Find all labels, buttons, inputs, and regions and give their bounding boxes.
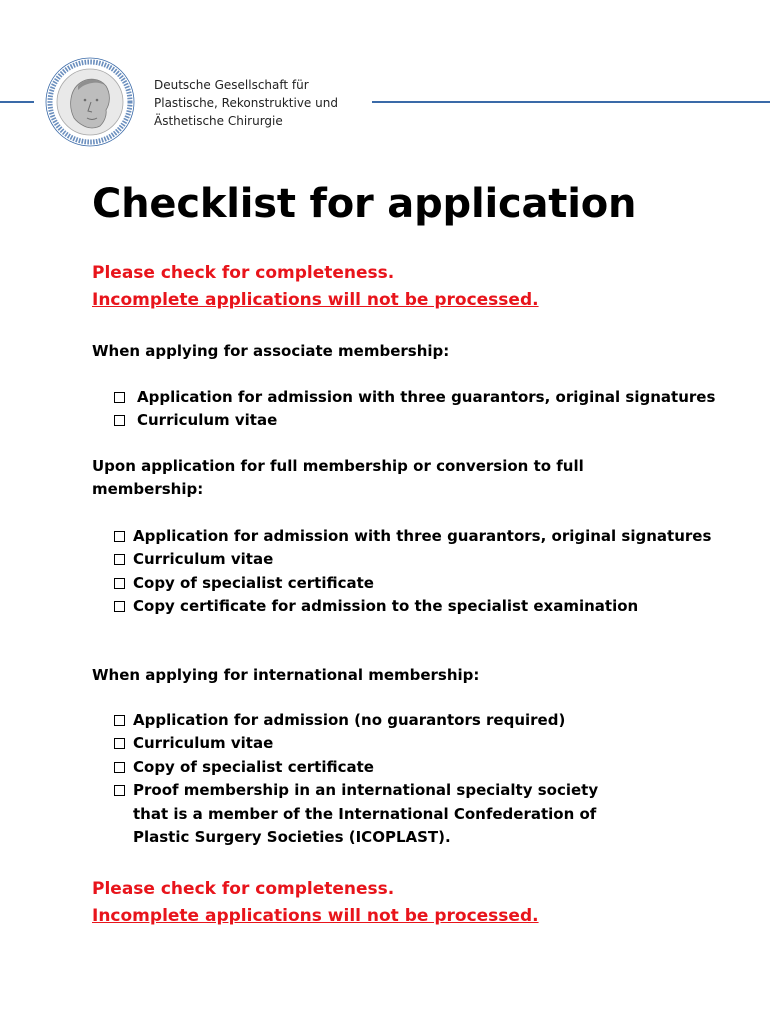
checkbox[interactable]	[114, 738, 125, 749]
checklist-item-line: that is a member of the International Confederation of	[133, 804, 597, 823]
checklist-item	[114, 548, 711, 571]
page-title: Checklist for application	[92, 181, 637, 227]
completeness-notice-top	[92, 260, 539, 314]
checkbox[interactable]	[114, 578, 125, 589]
checklist-item	[114, 572, 711, 595]
checkbox[interactable]	[114, 531, 125, 542]
org-name-line: Ästhetische Chirurgie	[154, 114, 283, 128]
checkbox[interactable]	[114, 601, 125, 612]
section-heading-full: Upon application for full membership or conversion to full membership:	[92, 457, 584, 498]
checklist-item-label: Application for admission with three guarantors, original signatures	[137, 388, 716, 406]
checklist-international	[114, 709, 598, 849]
checklist-item	[114, 525, 711, 548]
checkbox[interactable]	[114, 554, 125, 565]
notice-line-underlined: Incomplete applications will not be processed.	[92, 906, 539, 926]
checklist-item	[114, 779, 598, 849]
header-rule-right	[372, 101, 770, 103]
checkbox[interactable]	[114, 785, 125, 796]
checklist-item	[114, 732, 598, 755]
section-heading-international: When applying for international membership:	[92, 666, 480, 684]
notice-line: Please check for completeness.	[92, 263, 395, 283]
checklist-item-label: Copy certificate for admission to the specialist examination	[133, 597, 639, 616]
checklist-item-label: Application for admission (no guarantors required)	[133, 711, 566, 729]
org-name-line: Deutsche Gesellschaft für	[154, 78, 309, 92]
completeness-notice-bottom	[92, 876, 539, 930]
checklist-item-line: Proof membership in an international specialty society	[133, 781, 599, 800]
checklist-item-label: Curriculum vitae	[137, 411, 278, 430]
checklist-item-label: Application for admission with three guarantors, original signatures	[133, 527, 712, 545]
checklist-item-label: Copy of specialist certificate	[133, 757, 374, 776]
section-heading-associate: When applying for associate membership:	[92, 342, 450, 360]
checkbox[interactable]	[114, 762, 125, 773]
checkbox[interactable]	[114, 415, 125, 426]
checklist-item-label: Copy of specialist certificate	[133, 573, 374, 592]
header-rule-left	[0, 101, 34, 103]
checkbox[interactable]	[114, 715, 125, 726]
org-name-line: Plastische, Rekonstruktive und	[154, 96, 338, 110]
checklist-item-label: Curriculum vitae	[133, 550, 274, 569]
checklist-item	[114, 709, 598, 732]
classical-head-seal-icon	[44, 56, 136, 148]
notice-line: Please check for completeness.	[92, 879, 395, 899]
organization-name	[154, 76, 338, 130]
checklist-full	[114, 525, 711, 619]
checklist-associate	[114, 386, 715, 433]
checklist-item-label	[133, 779, 598, 849]
checklist-item-line: Plastic Surgery Societies (ICOPLAST).	[133, 828, 451, 847]
checklist-item	[114, 386, 715, 409]
checklist-item	[114, 409, 715, 432]
notice-line-underlined: Incomplete applications will not be processed.	[92, 290, 539, 310]
checklist-item-label: Curriculum vitae	[133, 734, 274, 753]
checklist-item	[114, 595, 711, 618]
checklist-item	[114, 756, 598, 779]
checkbox[interactable]	[114, 392, 125, 403]
